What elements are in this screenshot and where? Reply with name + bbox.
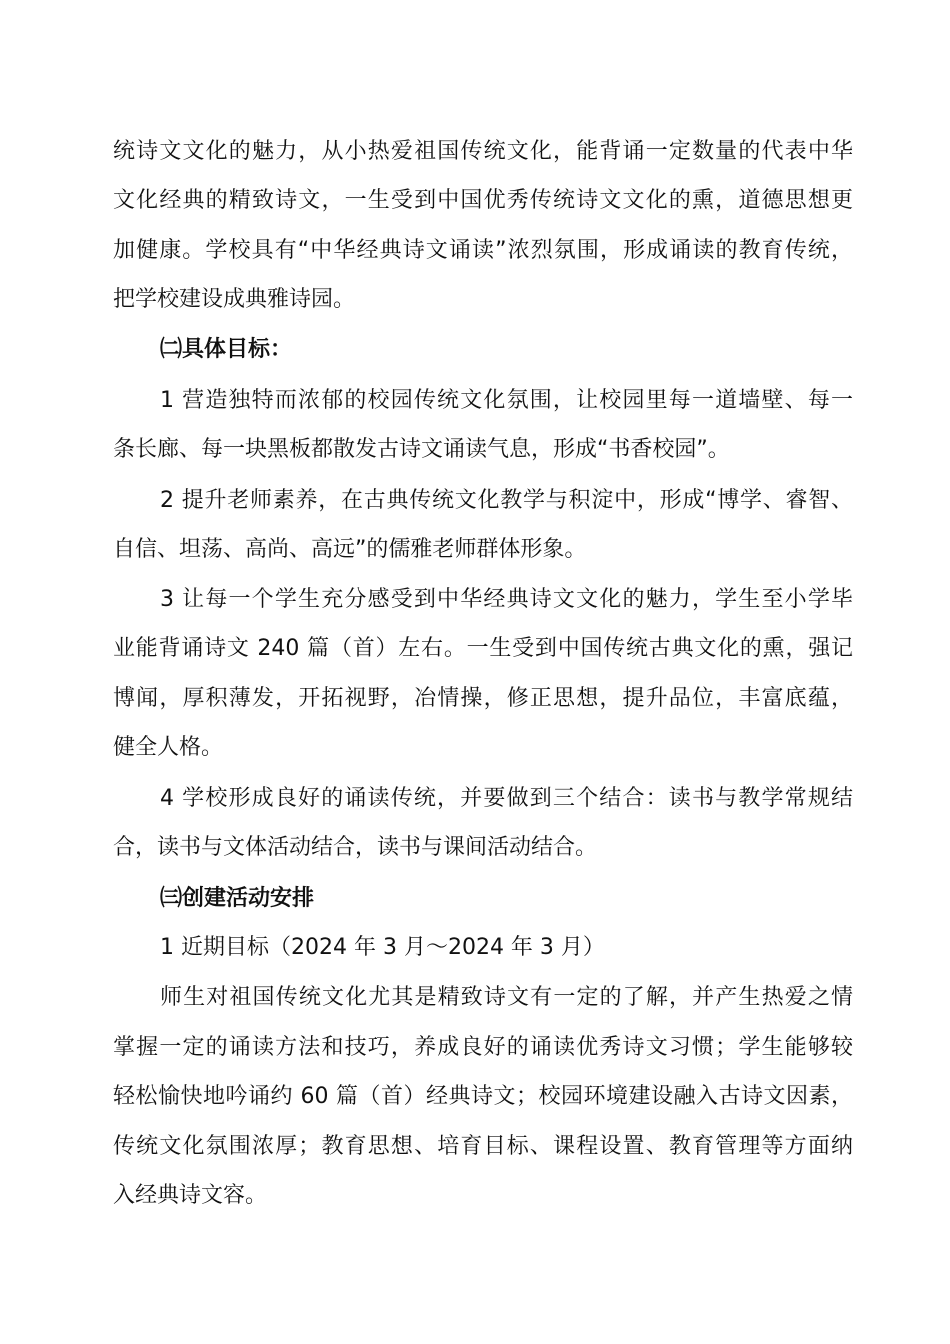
section-heading: ㈢创建活动安排 (160, 886, 315, 911)
paragraph-line: 统诗文文化的魅力，从小热爱祖国传统文化，能背诵一定数量的代表中华 (113, 139, 853, 164)
paragraph-line: 把学校建设成典雅诗园。 (113, 287, 356, 312)
list-item-line: 健全人格。 (113, 735, 224, 760)
list-item-line: 4 学校形成良好的诵读传统，并要做到三个结合：读书与教学常规结 (160, 786, 853, 811)
list-item-line: 条长廊、每一块黑板都散发古诗文诵读气息，形成“书香校园”。 (113, 437, 730, 462)
list-item-line: 自信、坦荡、高尚、高远”的儒雅老师群体形象。 (113, 537, 587, 562)
list-item-line: 业能背诵诗文 240 篇（首）左右。一生受到中国传统古典文化的熏，强记 (113, 636, 853, 661)
paragraph-line: 掌握一定的诵读方法和技巧，养成良好的诵读优秀诗文习惯；学生能够较 (113, 1035, 853, 1060)
list-item-line: 1 近期目标（2024 年 3 月～2024 年 3 月） (160, 935, 605, 960)
paragraph-line: 加健康。学校具有“中华经典诗文诵读”浓烈氛围，形成诵读的教育传统， (113, 238, 853, 263)
list-item-line: 博闻，厚积薄发，开拓视野，冶情操，修正思想，提升品位，丰富底蕴， (113, 686, 853, 711)
paragraph-line: 轻松愉快地吟诵约 60 篇（首）经典诗文；校园环境建设融入古诗文因素， (113, 1084, 853, 1109)
list-item-line: 3 让每一个学生充分感受到中华经典诗文文化的魅力，学生至小学毕 (160, 587, 853, 612)
paragraph-line: 师生对祖国传统文化尤其是精致诗文有一定的了解，并产生热爱之情 (160, 985, 853, 1010)
paragraph-line: 传统文化氛围浓厚；教育思想、培育目标、课程设置、教育管理等方面纳 (113, 1134, 853, 1159)
paragraph-line: 入经典诗文容。 (113, 1183, 268, 1208)
list-item-line: 1 营造独特而浓郁的校园传统文化氛围，让校园里每一道墙壁、每一 (160, 388, 853, 413)
paragraph-line: 文化经典的精致诗文，一生受到中国优秀传统诗文文化的熏，道德思想更 (113, 188, 853, 213)
list-item-line: 2 提升老师素养，在古典传统文化教学与积淀中，形成“博学、睿智、 (160, 488, 853, 513)
section-heading: ㈡具体目标： (160, 337, 293, 362)
list-item-line: 合，读书与文体活动结合，读书与课间活动结合。 (113, 835, 598, 860)
